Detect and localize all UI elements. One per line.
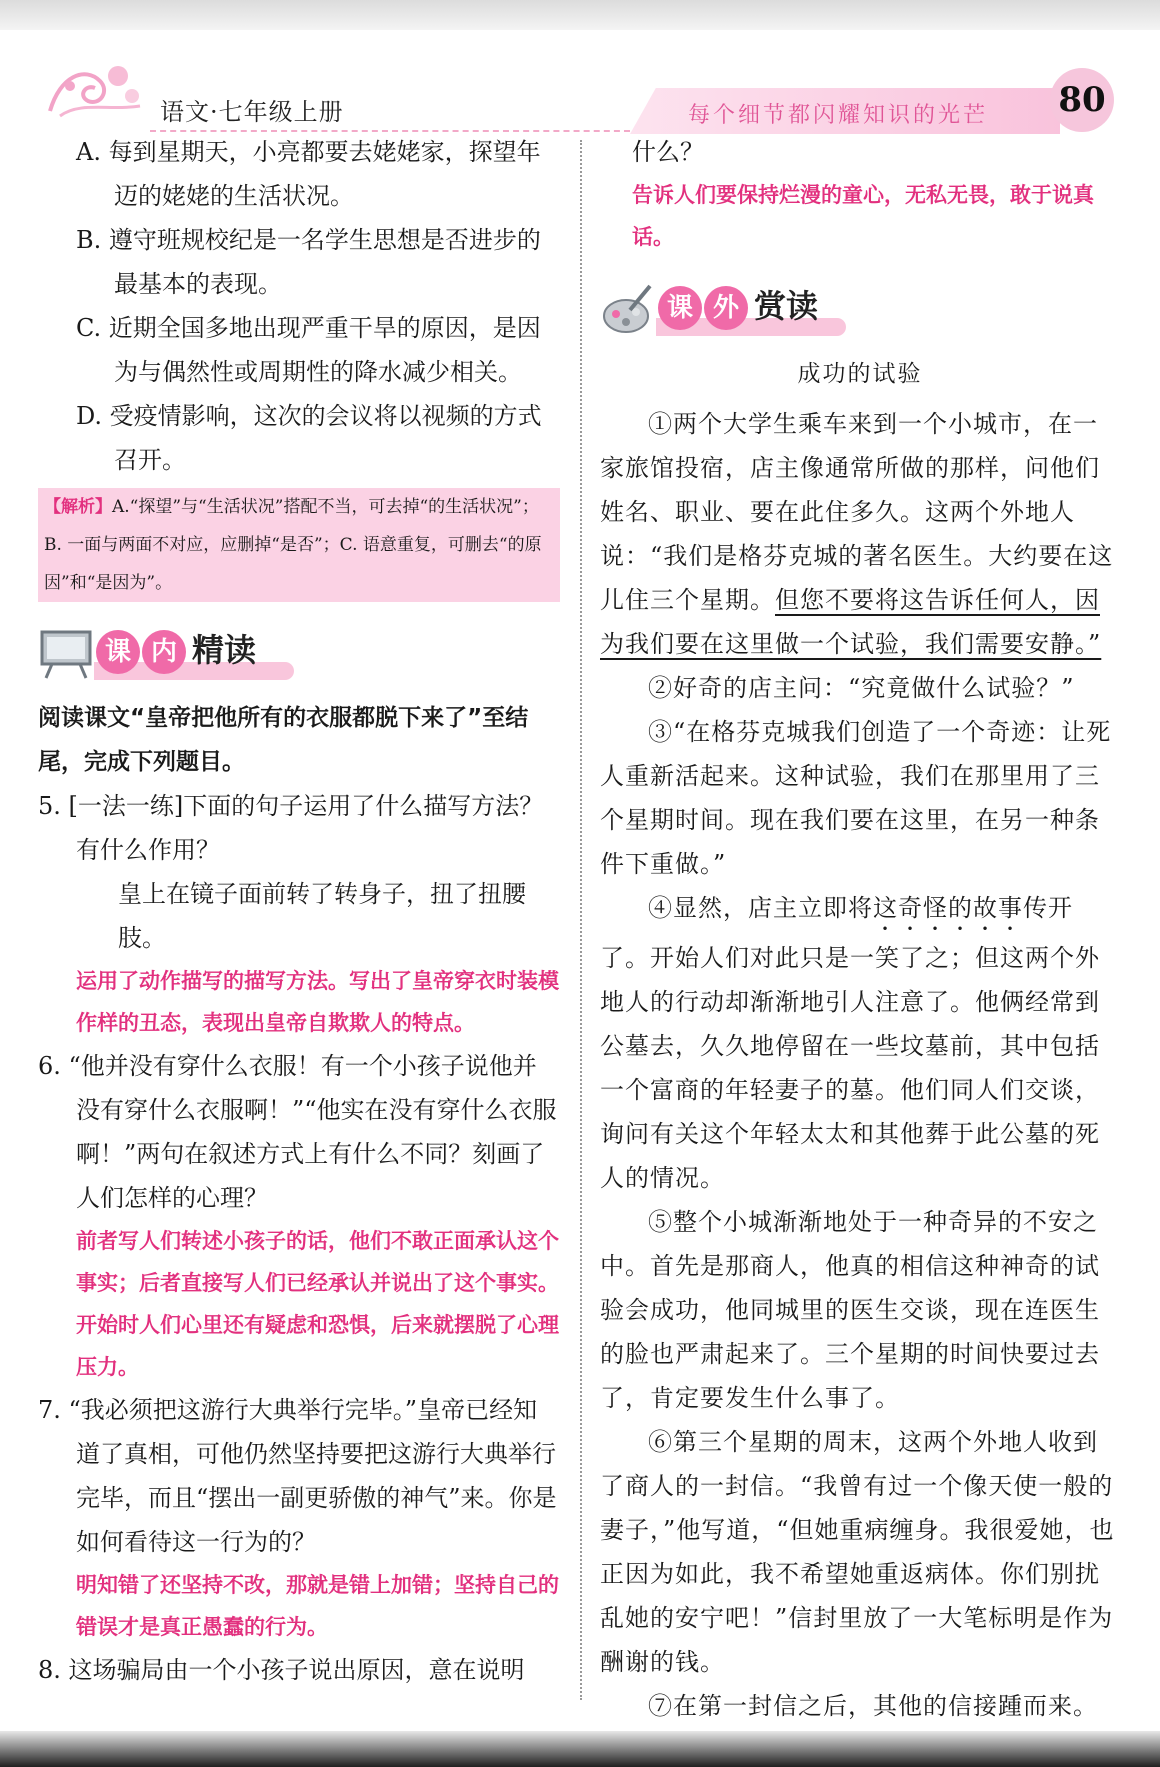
top-scan-band (0, 0, 1160, 30)
section-word: 精读 (192, 631, 257, 669)
question-5-quote: 皇上在镜子面前转了转身子，扭了扭腰肢。 (118, 880, 526, 952)
paragraph-4 (600, 886, 1120, 1200)
paragraph-5: ⑤整个小城渐渐地处于一种奇异的不安之中。首先是那商人，他真的相信这种神奇的试验会成功，他同城里的医生交谈，现在连医生的脸也严肃起来了。三个星期的时间快要过去了，肯定要发生什么事了。 (600, 1208, 1100, 1412)
section-word: 赏读 (754, 287, 819, 325)
answer-6: 前者写人们转述小孩子的话，他们不敢正面承认这个事实；后者直接写人们已经承认并说出了这个事实。开始时人们心里还有疑虑和恐惧，后来就摆脱了心理压力。 (76, 1229, 559, 1379)
paragraph-4-text-a: ④显然，店主立即将 (648, 894, 873, 922)
question-7: 7. “我必须把这游行大典举行完毕。”皇帝已经知道了真相，可他仍然坚持要把这游行大典举行完毕，而且“摆出一副更骄傲的神气”来。你是如何看待这一行为的？ (38, 1396, 557, 1556)
paragraph-2: ②好奇的店主问：“究竟做什么试验？” (648, 674, 1075, 702)
reading-instruction: 阅读课文“皇帝把他所有的衣服都脱下来了”至结尾，完成下列题目。 (38, 705, 529, 775)
analysis-text: A.“探望”与“生活状况”搭配不当，可去掉“的生活状况”；B. 一面与两面不对应，应删掉“是否”；C. 语意重复，可删去“的原因”和“是因为”。 (44, 497, 542, 593)
paragraph-4-emphasis: 这奇怪的故事 (873, 894, 1023, 922)
section-extracurricular-reading (600, 272, 1120, 344)
paragraph-6: ⑥第三个星期的周末，这两个外地人收到了商人的一封信。“我曾有过一个像天使一般的妻子，”他写道，“但她重病缠身。我很爱她，也正因为如此，我不希望她重返病体。你们别扰乱她的安宁吧！”信封里放了一大笔标明是作为酬谢的钱。 (600, 1428, 1115, 1676)
easel-board-icon (38, 626, 96, 680)
analysis-box (38, 488, 560, 602)
column-divider (580, 140, 582, 1700)
paragraph-7: ⑦在第一封信之后，其他的信接踵而来。 (648, 1692, 1098, 1720)
book-title: 语文·七年级上册 (160, 98, 344, 126)
question-6: 6. “他并没有穿什么衣服！有一个小孩子说他并没有穿什么衣服啊！”“他实在没有穿什么衣服啊！”两句在叙述方式上有什么不同？刻画了人们怎样的心理？ (38, 1052, 557, 1212)
section-char-1: 课 (658, 286, 702, 330)
page-number-badge (1050, 68, 1114, 132)
option-b: B. 遵守班规校纪是一名学生思想是否进步的最基本的表现。 (76, 226, 541, 298)
answer-5: 运用了动作描写的描写方法。写出了皇帝穿衣时装模作样的丑态，表现出皇帝自欺欺人的特点。 (76, 969, 559, 1035)
page-header (0, 40, 1160, 130)
paragraph-1-underlined: 但您不要将这告诉任何人，因为我们要在这里做一个试验，我们需要安静。” (600, 586, 1102, 658)
question-8: 8. 这场骗局由一个小孩子说出原因，意在说明 (38, 1656, 525, 1684)
section-char-2: 内 (142, 630, 186, 674)
paragraph-4-text-b: 传开了。开始人们对此只是一笑了之；但这两个外地人的行动却渐渐地引人注意了。他俩经常到公墓去，久久地停留在一些坟墓前，其中包括一个富商的年轻妻子的墓。他们同人们交谈，询问有关这个年轻太太和其他葬于此公墓的死人的情况。 (600, 894, 1100, 1192)
bottom-scan-band (0, 1731, 1160, 1767)
left-column (38, 130, 560, 1692)
option-d: D. 受疫情影响，这次的会议将以视频的方式召开。 (76, 402, 542, 474)
floral-ornament-icon (40, 56, 150, 126)
right-column (600, 130, 1120, 1728)
analysis-tag: 【解析】 (44, 497, 112, 517)
question-8-continued: 什么？ (632, 138, 704, 166)
answer-8: 告诉人们要保持烂漫的童心，无私无畏，敢于说真话。 (632, 183, 1094, 249)
header-motto: 每个细节都闪耀知识的光芒 (688, 103, 989, 128)
option-c: C. 近期全国多地出现严重干旱的原因，是因为与偶然性或周期性的降水减少相关。 (76, 314, 541, 386)
article-title: 成功的试验 (797, 361, 923, 387)
answer-7: 明知错了还坚持不改，那就是错上加错；坚持自己的错误才是真正愚蠢的行为。 (76, 1573, 559, 1639)
palette-brush-icon (600, 282, 658, 336)
paragraph-1-text: ①两个大学生乘车来到一个小城市，在一家旅馆投宿，店主像通常所做的那样，问他们姓名、职业、要在此住多久。这两个外地人说：“我们是格芬克城的著名医生。大约要在这儿住三个星期。 (600, 410, 1114, 614)
paragraph-3: ③“在格芬克城我们创造了一个奇迹：让死人重新活起来。这种试验，我们在那里用了三个星期时间。现在我们要在这里，在另一种条件下重做。” (600, 718, 1112, 878)
section-char-2: 外 (704, 286, 748, 330)
option-a: A. 每到星期天，小亮都要去姥姥家，探望年迈的姥姥的生活状况。 (76, 138, 541, 210)
section-char-1: 课 (96, 630, 140, 674)
question-5: 5. [一法一练]下面的句子运用了什么描写方法？有什么作用？ (38, 792, 544, 864)
section-in-class-reading (38, 616, 560, 688)
page-number: 80 (1058, 80, 1106, 120)
paragraph-1 (600, 402, 1120, 666)
